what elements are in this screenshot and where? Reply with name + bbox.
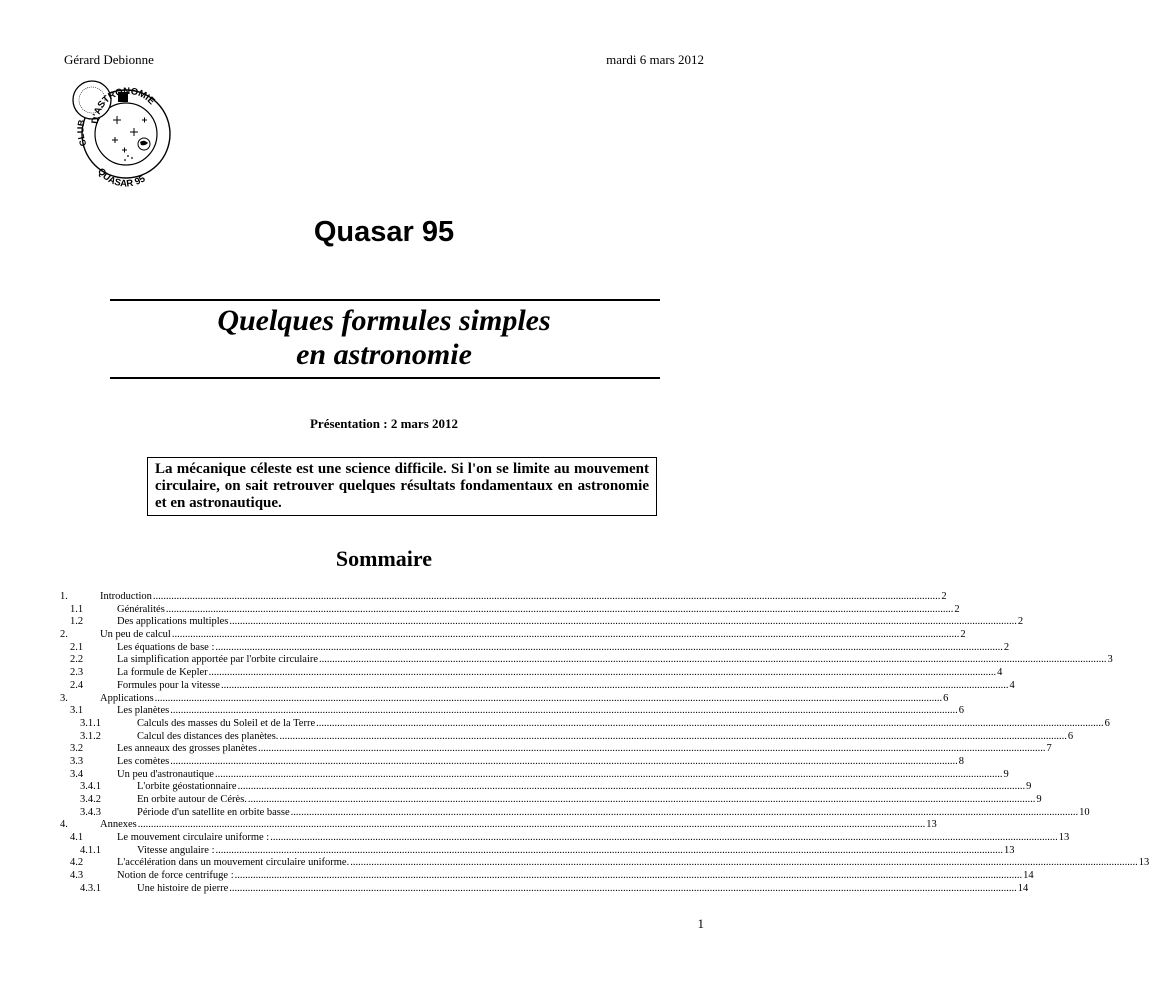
toc-entry[interactable]	[60, 743, 1052, 756]
toc-entry-title: Une histoire de pierre	[137, 882, 229, 894]
toc-entry-number: 4.3.1	[80, 882, 101, 894]
toc-entry-page: 4	[1009, 679, 1015, 691]
toc-entry-title: Les équations de base :	[117, 641, 215, 653]
toc-entry-number: 3.1.1	[80, 717, 101, 729]
toc-entry[interactable]	[60, 591, 947, 604]
toc-entry-page: 6	[1067, 730, 1074, 742]
toc-entry-title: Généralités	[117, 603, 165, 615]
toc-entry-number: 4.2	[70, 857, 84, 869]
toc-entry[interactable]	[60, 641, 1010, 655]
toc-entry-number: 1.1	[70, 603, 84, 615]
toc-entry-page: 9	[1003, 768, 1009, 780]
toc-entry-leader: ............................................................................................................................................................................................................................................................................................................	[229, 882, 1017, 894]
toc-entry-leader: ............................................................................................................................................................................................................................................................................................................	[279, 730, 1067, 742]
toc-entry-title: Des applications multiples	[117, 616, 229, 628]
toc-entry-page: 13	[1058, 832, 1070, 844]
toc-entry-page: 9	[1026, 781, 1032, 793]
header-author: Gérard Debionne	[64, 52, 154, 67]
toc-entry[interactable]	[60, 717, 1110, 731]
toc-entry-number: 3.4	[70, 768, 84, 780]
logo-bottom-text: QUASAR 95	[95, 166, 148, 190]
toc-entry-leader: ............................................................................................................................................................................................................................................................................................................	[165, 603, 954, 615]
toc-entry-page: 2	[1003, 641, 1010, 653]
document-subtitle	[0, 304, 768, 372]
toc-entry-page: 13	[1004, 844, 1015, 856]
toc-entry-title: L'accélération dans un mouvement circulaire uniforme.	[117, 857, 350, 869]
toc-entry-title: L'orbite géostationnaire	[137, 781, 237, 793]
toc-entry-title: La formule de Kepler	[117, 667, 208, 679]
toc-entry-page: 13	[926, 819, 937, 831]
toc-entry-title: Vitesse angulaire :	[137, 844, 215, 856]
toc-entry[interactable]	[60, 667, 1003, 680]
logo-top-text: D'ASTRONOMIE	[89, 85, 158, 125]
toc-entry-leader: ............................................................................................................................................................................................................................................................................................................	[137, 819, 926, 831]
toc-entry-number: 2.1	[70, 641, 84, 653]
toc-entry-title: Calcul des distances des planètes.	[137, 730, 279, 742]
toc-entry-leader: ............................................................................................................................................................................................................................................................................................................	[215, 641, 1003, 653]
page-number: 1	[697, 916, 704, 931]
club-astronomy-logo-icon	[68, 72, 180, 190]
toc-entry-number: 3.1	[70, 705, 84, 717]
toc-entry-leader: ............................................................................................................................................................................................................................................................................................................	[290, 806, 1079, 818]
toc-entry[interactable]	[60, 692, 949, 706]
toc-entry[interactable]	[60, 844, 1015, 858]
toc-entry-number: 3.2	[70, 743, 84, 755]
toc-entry[interactable]	[60, 679, 1015, 693]
toc-entry[interactable]	[60, 654, 1113, 667]
toc-entry-page: 9	[1036, 794, 1042, 805]
logo-left-text: CLUB	[75, 118, 89, 148]
toc-entry-page: 4	[997, 667, 1003, 679]
toc-entry[interactable]	[60, 781, 1032, 794]
toc-entry-page: 14	[1017, 882, 1029, 894]
abstract-box: La mécanique céleste est une science difficile. Si l'on se limite au mouvement circulaire, on sait retrouver quelques résultats fondamentaux en astronomie et en astronautique.	[147, 457, 657, 516]
svg-text:CLUB	[75, 118, 88, 147]
toc-entry-leader: ............................................................................................................................................................................................................................................................................................................	[270, 832, 1058, 844]
toc-entry-leader: ............................................................................................................................................................................................................................................................................................................	[171, 629, 960, 641]
toc-entry-leader: ............................................................................................................................................................................................................................................................................................................	[214, 768, 1003, 780]
toc-entry[interactable]	[60, 730, 1074, 744]
toc-entry-page: 2	[954, 603, 960, 615]
toc-entry-title: Calculs des masses du Soleil et de la Terre	[137, 717, 316, 729]
toc-entry-leader: ............................................................................................................................................................................................................................................................................................................	[229, 616, 1017, 628]
toc-entry[interactable]	[60, 755, 964, 769]
toc-entry-leader: ............................................................................................................................................................................................................................................................................................................	[208, 667, 997, 679]
toc-entry-leader: ............................................................................................................................................................................................................................................................................................................	[316, 717, 1104, 729]
toc-entry-leader: ............................................................................................................................................................................................................................................................................................................	[257, 743, 1046, 755]
toc-entry-title: En orbite autour de Cérès.	[137, 794, 247, 805]
toc-entry-number: 3.4.2	[80, 794, 101, 805]
toc-entry-number: 4.1.1	[80, 844, 101, 856]
toc-entry-title: Formules pour la vitesse	[117, 679, 220, 691]
toc-entry-number: 3.4.1	[80, 781, 101, 793]
toc-entry[interactable]	[60, 832, 1070, 845]
toc-entry-page: 2	[960, 629, 966, 641]
table-of-contents	[60, 591, 1149, 896]
toc-entry-number: 2.3	[70, 667, 84, 679]
toc-entry[interactable]	[60, 806, 1090, 820]
toc-entry[interactable]	[60, 616, 1024, 629]
toc-entry-number: 1.2	[70, 616, 84, 628]
toc-entry-leader: ............................................................................................................................................................................................................................................................................................................	[152, 591, 941, 602]
toc-entry-number: 3.4.3	[80, 806, 101, 818]
toc-entry-page: 2	[1017, 616, 1024, 628]
toc-entry-page: 2	[941, 591, 947, 602]
toc-entry-page: 3	[1107, 654, 1113, 666]
toc-entry-title: Les comètes	[117, 755, 170, 767]
header-date: mardi 6 mars 2012	[606, 52, 704, 67]
toc-entry-number: 3.1.2	[80, 730, 101, 742]
toc-entry-page: 8	[958, 755, 964, 767]
toc-entry-leader: ............................................................................................................................................................................................................................................................................................................	[220, 679, 1009, 691]
toc-entry[interactable]	[60, 857, 1149, 870]
title-rule-bottom	[110, 377, 660, 379]
toc-entry-title: Les planètes	[117, 705, 170, 717]
toc-entry-number: 2.2	[70, 654, 84, 666]
toc-entry-leader: ............................................................................................................................................................................................................................................................................................................	[215, 844, 1004, 856]
subtitle-line-1: Quelques formules simples	[217, 304, 551, 337]
toc-entry-number: 2.	[60, 629, 68, 641]
presentation-date: Présentation : 2 mars 2012	[309, 416, 459, 431]
toc-entry-leader: ............................................................................................................................................................................................................................................................................................................	[237, 781, 1026, 793]
document-title: Quasar 95	[313, 216, 455, 248]
toc-entry[interactable]	[60, 794, 1042, 807]
toc-entry[interactable]	[60, 603, 960, 617]
toc-entry-title: Notion de force centrifuge :	[117, 870, 234, 882]
toc-entry-leader: ............................................................................................................................................................................................................................................................................................................	[319, 654, 1107, 666]
toc-entry-leader: ............................................................................................................................................................................................................................................................................................................	[154, 692, 943, 704]
toc-entry-page: 10	[1079, 806, 1090, 818]
toc-entry-page: 13	[1138, 857, 1149, 869]
toc-entry[interactable]	[60, 882, 1029, 896]
toc-entry[interactable]	[60, 870, 1034, 883]
toc-entry-title: Les anneaux des grosses planètes	[117, 743, 257, 755]
title-rule-top	[110, 299, 660, 301]
toc-entry-number: 4.3	[70, 870, 84, 882]
toc-entry-number: 1.	[60, 591, 68, 602]
toc-entry-title: Introduction	[100, 591, 152, 602]
toc-entry-page: 14	[1023, 870, 1034, 882]
toc-entry[interactable]	[60, 705, 964, 718]
toc-entry-title: La simplification apportée par l'orbite circulaire	[117, 654, 319, 666]
toc-entry-title: Un peu d'astronautique	[117, 768, 214, 780]
toc-entry-number: 4.1	[70, 832, 84, 844]
toc-entry-number: 3.3	[70, 755, 84, 767]
toc-entry-title: Période d'un satellite en orbite basse	[137, 806, 290, 818]
sommaire-heading: Sommaire	[335, 546, 433, 571]
toc-entry-page: 6	[1104, 717, 1110, 729]
toc-entry[interactable]	[60, 629, 966, 642]
toc-entry-page: 6	[958, 705, 964, 717]
toc-entry-leader: ............................................................................................................................................................................................................................................................................................................	[170, 705, 958, 717]
toc-entry-leader: ............................................................................................................................................................................................................................................................................................................	[170, 755, 958, 767]
toc-entry-leader: ............................................................................................................................................................................................................................................................................................................	[234, 870, 1023, 882]
toc-entry-title: Annexes	[100, 819, 137, 831]
toc-entry-number: 3.	[60, 692, 68, 704]
toc-entry-title: Un peu de calcul	[100, 629, 171, 641]
toc-entry-leader: ............................................................................................................................................................................................................................................................................................................	[350, 857, 1138, 869]
toc-entry-page: 6	[943, 692, 949, 704]
toc-entry-number: 2.4	[70, 679, 84, 691]
toc-entry-title: Applications	[100, 692, 154, 704]
toc-entry[interactable]	[60, 768, 1009, 782]
toc-entry-title: Le mouvement circulaire uniforme :	[117, 832, 270, 844]
toc-entry[interactable]	[60, 819, 937, 832]
subtitle-line-2: en astronomie	[296, 338, 472, 371]
toc-entry-page: 7	[1046, 743, 1052, 755]
toc-entry-leader: ............................................................................................................................................................................................................................................................................................................	[247, 794, 1036, 805]
toc-entry-number: 4.	[60, 819, 68, 831]
